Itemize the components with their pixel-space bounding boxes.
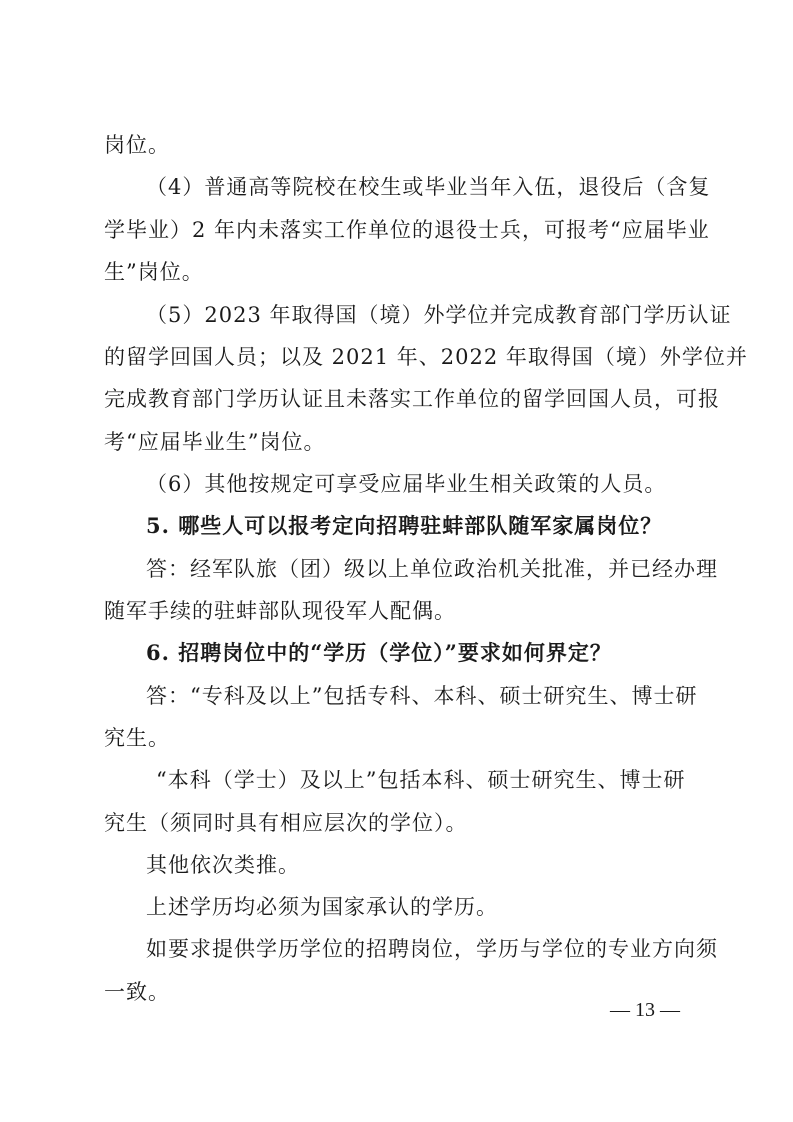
text-line: 完成教育部门学历认证且未落实工作单位的留学回国人员，可报: [104, 387, 720, 411]
answer-line: 答：“专科及以上”包括专科、本科、硕士研究生、博士研: [146, 684, 698, 708]
text-line: （5）2023 年取得国（境）外学位并完成教育部门学历认证: [146, 303, 732, 327]
text-line: 一致。: [104, 980, 170, 1004]
question-heading: 5. 哪些人可以报考定向招聘驻蚌部队随军家属岗位？: [146, 513, 663, 538]
answer-line: 随军手续的驻蚌部队现役军人配偶。: [104, 599, 456, 623]
text-line: 生”岗位。: [104, 260, 204, 284]
answer-line: “本科（学士）及以上”包括本科、硕士研究生、博士研: [156, 768, 686, 792]
answer-line: 答：经军队旅（团）级以上单位政治机关批准，并已经办理: [146, 557, 718, 581]
answer-line: 究生。: [104, 726, 170, 750]
text-line: 上述学历均必须为国家承认的学历。: [146, 895, 498, 919]
text-line: 的留学回国人员；以及 2021 年、2022 年取得国（境）外学位并: [104, 345, 748, 369]
text-line: （4）普通高等院校在校生或毕业当年入伍，退役后（含复: [146, 175, 711, 199]
text-line: 其他依次类推。: [146, 853, 300, 877]
text-line: 如要求提供学历学位的招聘岗位，学历与学位的专业方向须: [146, 937, 718, 961]
text-line: 考“应届毕业生”岗位。: [104, 430, 326, 454]
question-heading: 6. 招聘岗位中的“学历（学位）”要求如何界定？: [146, 640, 612, 665]
page-number: — 13 —: [610, 999, 680, 1021]
text-line: 岗位。: [104, 133, 170, 157]
text-line: 学毕业）2 年内未落实工作单位的退役士兵，可报考“应届毕业: [104, 218, 710, 242]
text-line: （6）其他按规定可享受应届毕业生相关政策的人员。: [146, 472, 667, 496]
answer-line: 究生（须同时具有相应层次的学位）。: [104, 811, 468, 835]
